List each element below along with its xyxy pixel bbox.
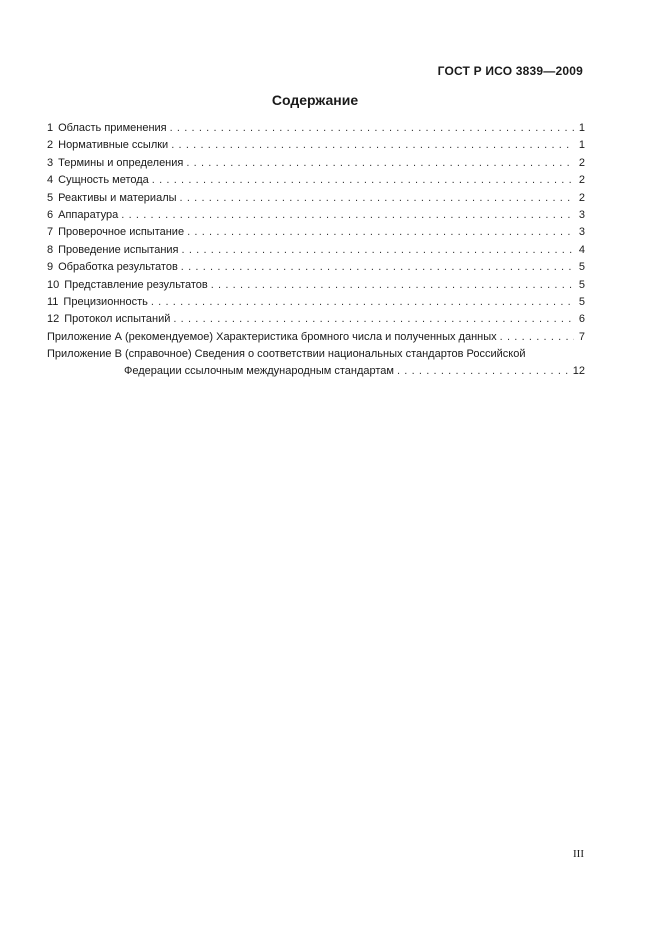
toc-entry-page: 1 [578, 122, 585, 134]
toc-entry-label: Термины и определения [58, 156, 184, 169]
toc-entry-number: 1 [47, 122, 54, 134]
toc-annex-a[interactable] [47, 329, 585, 346]
toc-entry-number: 10 [47, 278, 60, 291]
toc-entry[interactable] [47, 294, 585, 311]
toc-annex-label-continued: Федерации ссылочным международным стандартам [124, 365, 394, 378]
toc-entry-page: 4 [578, 243, 585, 256]
toc-entry-label: Область применения [58, 122, 167, 134]
toc-entry[interactable] [47, 224, 585, 241]
toc-title: Содержание [271, 92, 359, 108]
toc-entry-label: Протокол испытаний [64, 313, 171, 326]
dot-leader [173, 311, 574, 328]
toc-entry-page: 7 [578, 330, 585, 343]
toc-annex-label: Приложение А (рекомендуемое) Характеристика бромного числа и полученных данных [47, 330, 497, 343]
toc-entry-label: Аппаратура [58, 208, 119, 221]
toc-entry-number: 2 [47, 139, 54, 152]
dot-leader [170, 120, 574, 137]
dot-leader [181, 259, 574, 276]
dot-leader [397, 363, 570, 380]
page-number: III [573, 848, 584, 860]
toc-entry-label: Реактивы и материалы [58, 191, 177, 204]
toc-entry[interactable] [47, 311, 585, 328]
toc-entry-page: 5 [578, 295, 585, 308]
toc-annex-label: Приложение В (справочное) Сведения о соответствии национальных стандартов Российской [47, 348, 526, 361]
toc-entry[interactable] [47, 172, 585, 189]
dot-leader [186, 155, 574, 172]
toc-annex-b-line1[interactable] [47, 346, 585, 363]
toc-entry[interactable] [47, 207, 585, 224]
toc-entry-number: 4 [47, 174, 54, 187]
toc-entry-page: 3 [578, 208, 585, 221]
dot-leader [187, 224, 574, 241]
toc-entry-page: 2 [578, 156, 585, 169]
toc-entry-number: 12 [47, 313, 60, 326]
table-of-contents [47, 120, 585, 381]
toc-entry-label: Сущность метода [58, 174, 149, 187]
toc-entry[interactable] [47, 155, 585, 172]
toc-entry-number: 6 [47, 208, 54, 221]
dot-leader [152, 172, 574, 189]
toc-entry[interactable] [47, 277, 585, 294]
dot-leader [151, 294, 574, 311]
toc-entry-page: 6 [578, 313, 585, 326]
toc-entry-page: 12 [572, 365, 585, 378]
toc-entry-page: 3 [578, 226, 585, 239]
toc-annex-b-line2[interactable] [47, 363, 585, 380]
toc-entry-page: 2 [578, 191, 585, 204]
toc-entry-label: Обработка результатов [58, 261, 178, 274]
dot-leader [121, 207, 574, 224]
toc-entry-label: Представление результатов [64, 278, 208, 291]
dot-leader [182, 242, 574, 259]
dot-leader [500, 329, 574, 346]
toc-entry-number: 5 [47, 191, 54, 204]
toc-entry-page: 5 [578, 261, 585, 274]
document-code: ГОСТ Р ИСО 3839—2009 [437, 64, 583, 78]
dot-leader [180, 190, 574, 207]
toc-entry-number: 9 [47, 261, 54, 274]
toc-entry[interactable] [47, 259, 585, 276]
toc-entry-label: Прецизионность [63, 295, 148, 308]
toc-entry[interactable] [47, 120, 585, 137]
toc-entry[interactable] [47, 190, 585, 207]
toc-entry-page: 2 [578, 174, 585, 187]
toc-entry[interactable] [47, 242, 585, 259]
toc-entry-number: 11 [47, 295, 59, 308]
dot-leader [211, 277, 574, 294]
toc-entry-page: 1 [578, 139, 585, 152]
toc-entry[interactable] [47, 137, 585, 154]
toc-entry-label: Проведение испытания [58, 243, 179, 256]
toc-entry-number: 3 [47, 156, 54, 169]
toc-entry-label: Нормативные ссылки [58, 139, 169, 152]
toc-entry-number: 7 [47, 226, 54, 239]
dot-leader [171, 137, 574, 154]
toc-entry-page: 5 [578, 278, 585, 291]
toc-entry-label: Проверочное испытание [58, 226, 185, 239]
toc-entry-number: 8 [47, 243, 54, 256]
